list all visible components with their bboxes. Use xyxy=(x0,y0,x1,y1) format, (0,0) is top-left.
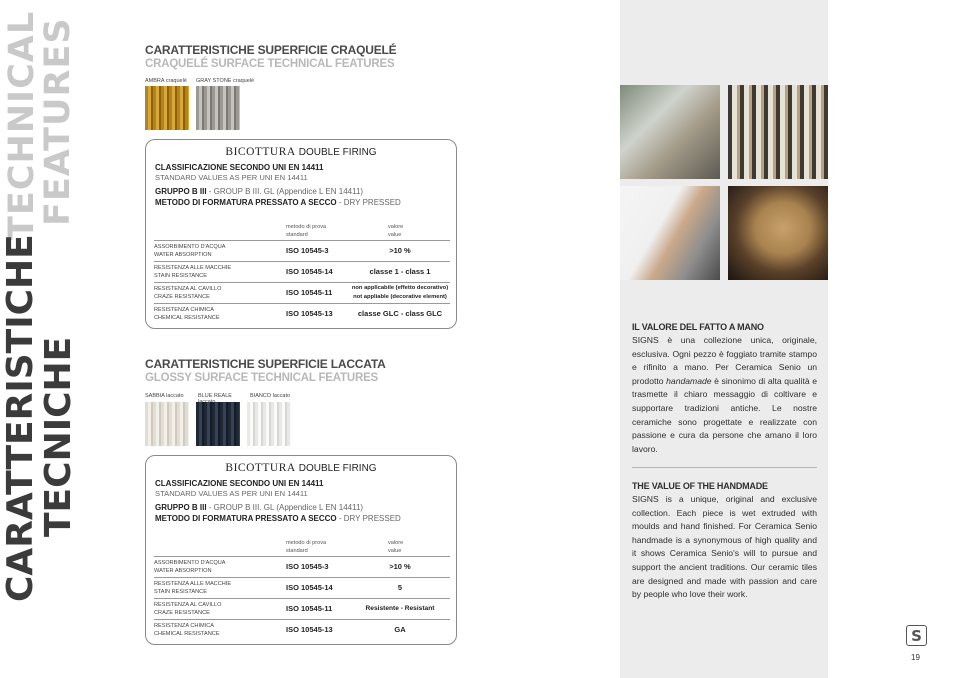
col-head-value: valore value xyxy=(388,224,404,238)
swatch-label-sabbia: SABBIA laccato xyxy=(145,393,184,399)
swatch-label-blureale: BLUE REALE xyxy=(198,393,232,399)
table-row: RESISTENZA ALLE MACCHIE STAIN RESISTANCE ISO 10545-14 5 xyxy=(154,577,450,597)
table-row: RESISTENZA CHIMICA CHEMICAL RESISTANCE ISO 10545-13 GA xyxy=(154,619,450,639)
class-it: CLASSIFICAZIONE SECONDO UNI EN 14411 xyxy=(155,479,324,488)
craquele-swatches xyxy=(145,86,240,130)
col-head-method: metodo di prova standard xyxy=(286,224,327,238)
side-title-tecniche: TECNICHE xyxy=(38,336,79,537)
table-row: RESISTENZA ALLE MACCHIE STAIN RESISTANCE ISO 10545-14 classe 1 - class 1 xyxy=(154,261,450,281)
swatch-label-ambra: AMBRA craquelé xyxy=(145,78,187,84)
ceramica-senio-logo-icon: S xyxy=(906,625,927,646)
handmade-en-title: THE VALUE OF THE HANDMADE xyxy=(632,481,768,491)
laccata-spec-box xyxy=(145,455,457,645)
class-en: STANDARD VALUES AS PER UNI EN 14411 xyxy=(155,489,308,498)
class-it: CLASSIFICAZIONE SECONDO UNI EN 14411 xyxy=(155,163,324,172)
craquele-swatch-labels xyxy=(145,78,254,84)
swatch-bianco xyxy=(247,402,291,446)
craquele-spec-box xyxy=(145,139,457,329)
laccata-swatches xyxy=(145,402,291,446)
photo-artisan-tiles xyxy=(620,85,720,179)
handmade-it-title: IL VALORE DEL FATTO A MANO xyxy=(632,322,764,332)
side-title-features: FEATURES xyxy=(38,17,78,226)
side-title-caratteristiche: CARATTERISTICHE xyxy=(0,234,41,602)
laccata-subtitle: GLOSSY SURFACE TECHNICAL FEATURES xyxy=(145,372,379,384)
craquele-title: CARATTERISTICHE SUPERFICIE CRAQUELÉ xyxy=(145,43,397,57)
page-number: 19 xyxy=(911,653,920,662)
craquele-subtitle: CRAQUELÉ SURFACE TECHNICAL FEATURES xyxy=(145,58,395,70)
class-en: STANDARD VALUES AS PER UNI EN 14411 xyxy=(155,173,308,182)
side-title-technical: TECHNICAL xyxy=(2,10,42,240)
divider xyxy=(632,467,817,468)
photo-hands-working xyxy=(620,186,720,280)
method-line: METODO DI FORMATURA PRESSATO A SECCO - DRY PRESSED xyxy=(155,198,401,207)
col-head-value: valore value xyxy=(388,540,404,554)
handmade-en-body: SIGNS is a unique, original and exclusive collection. Each piece is wet extruded with moulds and hand finished. For Ceramica Senio handmade is a synonymous of high quality and it shows Ceramica Senio's will to pursue and support the ancient traditions. Our ceramic tiles are designed and made with passion and care by people who love their work. xyxy=(632,494,817,600)
swatch-label-graystone: GRAY STONE craquelé xyxy=(196,78,255,84)
group-line: GRUPPO B III - GROUP B III. GL (Appendice L EN 14411) xyxy=(155,503,364,512)
method-line: METODO DI FORMATURA PRESSATO A SECCO - DRY PRESSED xyxy=(155,514,401,523)
photo-tile-strips xyxy=(728,85,828,179)
col-head-method: metodo di prova standard xyxy=(286,540,327,554)
swatch-sabbia xyxy=(145,402,189,446)
swatch-blureale xyxy=(196,402,240,446)
photo-tile-closeup xyxy=(728,186,828,280)
table-row: ASSORBIMENTO D'ACQUA WATER ABSORPTION ISO 10545-3 >10 % xyxy=(154,556,450,576)
table-row: ASSORBIMENTO D'ACQUA WATER ABSORPTION ISO 10545-3 >10 % xyxy=(154,240,450,260)
table-row: RESISTENZA CHIMICA CHEMICAL RESISTANCE ISO 10545-13 classe GLC - class GLC xyxy=(154,303,450,323)
handmade-it-body: SIGNS è una collezione unica, originale, esclusiva. Ogni pezzo è foggiato tramite stampo e rifinito a mano. Per Ceramica Senio un prodotto handamade è sinonimo di alta qualità e trasmette il chiaro messaggio di coltivare e supportare tradizioni antiche. Le nostre ceramiche sono progettate e realizzate con passione e cura da persone che amano il loro lavoro. xyxy=(632,335,817,454)
swatch-ambra xyxy=(145,86,189,130)
craquele-box-title: BICOTTURA DOUBLE FIRING xyxy=(225,146,377,158)
swatch-label-bianco: BIANCO laccato xyxy=(250,393,291,399)
swatch-graystone xyxy=(196,86,240,130)
table-row: RESISTENZA AL CAVILLO CRAZE RESISTANCE ISO 10545-11 Resistente - Resistant xyxy=(154,598,450,618)
table-row: RESISTENZA AL CAVILLO CRAZE RESISTANCE ISO 10545-11 non applicabile (effetto decorativo) not appliable (decorative element) xyxy=(154,282,450,302)
group-line: GRUPPO B III - GROUP B III. GL (Appendice L EN 14411) xyxy=(155,187,364,196)
laccata-box-title: BICOTTURA DOUBLE FIRING xyxy=(225,462,377,474)
laccata-title: CARATTERISTICHE SUPERFICIE LACCATA xyxy=(145,357,386,371)
